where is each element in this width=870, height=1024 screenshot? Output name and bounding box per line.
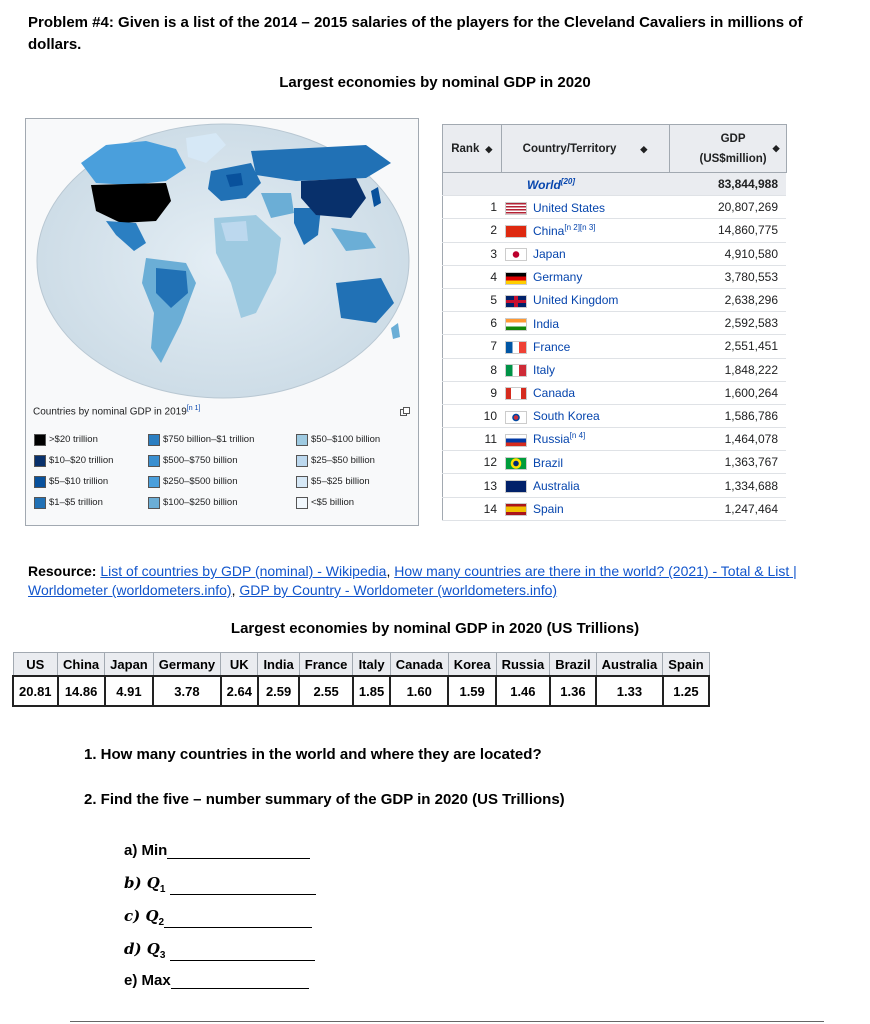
rank-cell: 2 [443,219,502,242]
uk-flag-icon [505,295,527,308]
legend-label: $750 billion–$1 trillion [163,434,255,445]
country-header[interactable]: Country/Territory ◆ [501,125,669,173]
rank-cell: 12 [443,451,502,474]
country-link[interactable]: Spain [533,502,564,517]
legend-swatch [34,455,46,467]
country-header-cell: Australia [596,653,663,677]
ru-flag-icon [505,434,527,447]
country-link[interactable]: India [533,316,560,331]
legend-label: $50–$100 billion [311,434,381,445]
gdp-header[interactable]: GDP (US$million) ◆ [669,125,786,173]
us-flag-icon [505,202,527,215]
answer-min: a) Min [124,842,310,859]
legend-label: $25–$50 billion [311,455,375,466]
legend-col-1 [34,429,113,513]
country-link[interactable]: China[n 2][n 3] [533,222,596,238]
country-link[interactable]: Australia [533,478,580,493]
gdp-value-cell: 2.55 [299,676,353,706]
country-cell [501,242,669,265]
legend-label: $10–$20 trillion [49,455,114,466]
country-link[interactable]: Italy [533,362,556,377]
legend-col-2 [148,429,254,513]
rank-cell: 9 [443,381,502,404]
country-cell [501,265,669,288]
legend-swatch [34,476,46,488]
resource-label: Resource: [28,563,97,579]
gdp-value-cell: 20.81 [13,676,58,706]
kr-flag-icon [505,411,527,424]
country-cell [501,497,669,520]
answer-line[interactable] [164,912,312,928]
section-title: Largest economies by nominal GDP in 2020 [279,74,591,91]
legend-item [296,450,380,471]
country-cell [501,428,669,451]
world-map-image[interactable] [36,123,411,399]
gdp-cell: 1,247,464 [669,497,786,520]
country-cell [501,288,669,311]
gdp-cell: 20,807,269 [669,196,786,219]
legend-item [148,450,254,471]
legend-label: $5–$10 trillion [49,476,109,487]
br-flag-icon [505,457,527,470]
legend-item [148,492,254,513]
country-header-cell: China [58,653,105,677]
cn-flag-icon [505,225,527,238]
legend-label: >$20 trillion [49,434,98,445]
fr-flag-icon [505,341,527,354]
question-2: 2. Find the five – number summary of the GDP in 2020 (US Trillions) [84,791,565,808]
country-link[interactable]: Russia[n 4] [533,431,586,447]
gdp-cell: 14,860,775 [669,219,786,242]
country-header-cell: Spain [663,653,709,677]
resource-paragraph: Resource: List of countries by GDP (nominal) - Wikipedia, How many countries are there in the world? (2021) - Total & List | Worldometer (worldometers.info), GDP by Country - Worldometer (worldometers.info) [28,563,797,598]
world-row [443,173,787,196]
country-header-cell: India [258,653,299,677]
world-gdp: 83,844,988 [669,173,786,196]
answer-q3: d) $Q_3$ [124,940,315,961]
rank-cell: 6 [443,312,502,335]
legend-swatch [34,497,46,509]
legend-swatch [34,434,46,446]
rank-cell: 13 [443,474,502,497]
trillions-table [12,652,710,707]
legend-item [148,471,254,492]
it-flag-icon [505,364,527,377]
answer-q2: c) $Q_2$ [124,907,312,928]
legend-item [34,450,113,471]
country-link[interactable]: Brazil [533,455,564,470]
legend-col-3 [296,429,380,513]
gdp-value-cell: 1.25 [663,676,709,706]
legend-swatch [148,476,160,488]
country-header-cell: France [299,653,353,677]
legend-swatch [148,434,160,446]
legend-swatch [148,455,160,467]
table-row [443,404,787,427]
country-header-cell: Brazil [550,653,596,677]
rank-cell: 5 [443,288,502,311]
map-caption: Countries by nominal GDP in 2019[n 1] [33,405,201,418]
country-header-cell: Russia [496,653,550,677]
rank-cell: 14 [443,497,502,520]
table-row [443,196,787,219]
legend-label: <$5 billion [311,497,355,508]
country-link[interactable]: United Kingdom [533,293,619,308]
table-row [443,335,787,358]
answer-line[interactable] [171,973,309,989]
es-flag-icon [505,503,527,516]
sort-icon[interactable]: ◆ [772,143,780,153]
table-row [443,474,787,497]
country-cell [501,474,669,497]
enlarge-icon[interactable] [400,407,410,416]
rank-cell: 1 [443,196,502,219]
table-row [443,219,787,242]
problem-statement: Problem #4: Given is a list of the 2014 – 2015 salaries of the players for the Cleveland Cavaliers in millions of dollars. [28,14,803,53]
gdp-value-cell: 2.64 [221,676,258,706]
country-link[interactable]: France [533,339,571,354]
legend-swatch [296,434,308,446]
legend-item [34,492,113,513]
legend-item [34,429,113,450]
answer-q1: b) $Q_1$ [124,874,316,895]
gdp-value-cell: 1.33 [596,676,663,706]
country-cell [501,358,669,381]
rank-header[interactable]: Rank ◆ [443,125,502,173]
country-cell [501,196,669,219]
rank-cell: 8 [443,358,502,381]
bottom-divider [70,1021,824,1022]
country-header-cell: Germany [153,653,220,677]
au-flag-icon [505,480,527,493]
gdp-value-cell: 14.86 [58,676,105,706]
table-row [443,288,787,311]
legend-swatch [296,455,308,467]
gdp-cell: 2,592,583 [669,312,786,335]
gdp-value-cell: 1.59 [448,676,496,706]
gdp-cell: 1,363,767 [669,451,786,474]
answer-line[interactable] [170,879,316,895]
table-row [443,358,787,381]
gdp-cell: 1,600,264 [669,381,786,404]
legend-item [148,429,254,450]
in-flag-icon [505,318,527,331]
country-cell [501,404,669,427]
country-header-cell: Japan [105,653,154,677]
answer-max: e) Max [124,972,309,989]
world-link[interactable]: World[20] [527,176,576,192]
legend-label: $100–$250 billion [163,497,238,508]
legend-label: $500–$750 billion [163,455,238,466]
legend-swatch [296,497,308,509]
gdp-value-cell: 1.85 [353,676,390,706]
table-row [443,451,787,474]
rank-cell: 10 [443,404,502,427]
legend-swatch [296,476,308,488]
rank-cell: 7 [443,335,502,358]
gdp-value-cell: 4.91 [105,676,154,706]
question-1: 1. How many countries in the world and where they are located? [84,746,542,763]
gdp-cell: 1,334,688 [669,474,786,497]
country-header-cell: Canada [390,653,448,677]
legend-item [34,471,113,492]
country-header-cell: US [13,653,58,677]
wikipedia-link[interactable]: List of countries by GDP (nominal) - Wikipedia [100,563,387,579]
gdp-value-cell: 3.78 [153,676,220,706]
country-link[interactable]: Japan [533,246,566,261]
country-cell [501,335,669,358]
gdp-value-cell: 2.59 [258,676,299,706]
legend-label: $5–$25 billion [311,476,370,487]
gdp-cell: 2,638,296 [669,288,786,311]
gdp-cell: 1,464,078 [669,428,786,451]
sort-icon[interactable]: ◆ [485,143,493,154]
legend-item [296,492,380,513]
country-cell [501,381,669,404]
worldometer-countries-link[interactable]: How many countries are there in the world? (2021) - Total & List | Worldometer (worldometers.info) [28,563,797,598]
country-cell [501,451,669,474]
table-row [443,428,787,451]
gdp-ranking-table [442,124,787,521]
legend-swatch [148,497,160,509]
table-row [443,497,787,520]
country-cell [501,219,669,242]
rank-cell: 11 [443,428,502,451]
legend-item [296,429,380,450]
rank-cell: 3 [443,242,502,265]
country-cell [501,312,669,335]
trillions-title: Largest economies by nominal GDP in 2020 (US Trillions) [230,620,640,637]
country-link[interactable]: Germany [533,270,583,285]
gdp-cell: 1,586,786 [669,404,786,427]
ca-flag-icon [505,387,527,400]
gdp-map-panel [25,118,419,526]
sort-icon[interactable]: ◆ [640,143,648,154]
table-row [443,242,787,265]
de-flag-icon [505,272,527,285]
gdp-cell: 1,848,222 [669,358,786,381]
answer-line[interactable] [167,843,310,859]
gdp-value-cell: 1.46 [496,676,550,706]
country-link[interactable]: United States [533,200,606,215]
country-header-cell: Korea [448,653,496,677]
country-header-cell: Italy [353,653,390,677]
table-row [443,381,787,404]
country-link[interactable]: South Korea [533,409,600,424]
legend-label: $250–$500 billion [163,476,238,487]
jp-flag-icon [505,248,527,261]
gdp-cell: 2,551,451 [669,335,786,358]
gdp-value-cell: 1.36 [550,676,596,706]
legend-label: $1–$5 trillion [49,497,103,508]
gdp-cell: 4,910,580 [669,242,786,265]
rank-cell: 4 [443,265,502,288]
table-row [443,312,787,335]
country-link[interactable]: Canada [533,386,576,401]
table-row [443,265,787,288]
gdp-value-cell: 1.60 [390,676,448,706]
gdp-cell: 3,780,553 [669,265,786,288]
legend-item [296,471,380,492]
country-header-cell: UK [221,653,258,677]
answer-line[interactable] [170,945,315,961]
worldometer-gdp-link[interactable]: GDP by Country - Worldometer (worldometers.info) [239,582,558,598]
